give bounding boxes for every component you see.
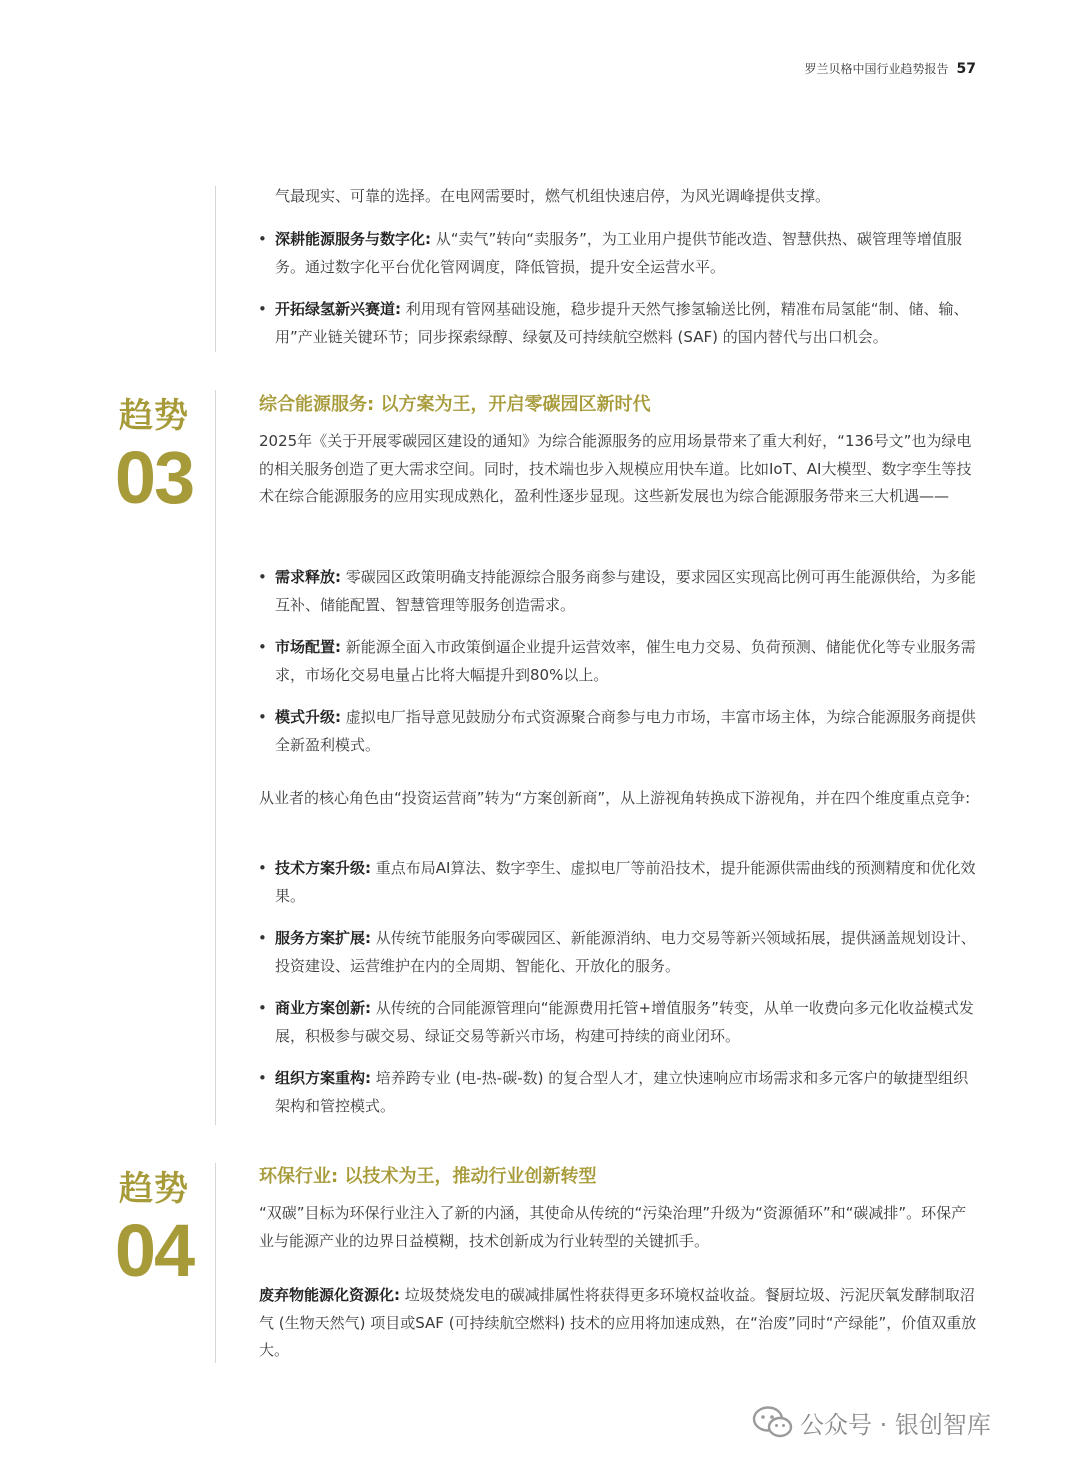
section-title: 环保行业: 以技术为王，推动行业创新转型: [259, 1166, 597, 1187]
paragraph-text: 垃圾焚烧发电的碳减排属性将获得更多环境权益收益。餐厨垃圾、污泥厌氧发酵制取沼气 (生物天然气) 项目或SAF (可持续航空燃料) 技术的应用将加速成熟，在“治废”同时“产绿能”，价值双重放大。: [259, 1286, 977, 1359]
bullet-label: 服务方案扩展:: [275, 929, 371, 947]
bullet-dot: •: [258, 300, 267, 318]
bullet-text: 零碳园区政策明确支持能源综合服务商参与建设，要求园区实现高比例可再生能源供给，为多能互补、储能配置、智慧管理等服务创造需求。: [275, 568, 976, 614]
bullet-text: 虚拟电厂指导意见鼓励分布式资源聚合商参与电力市场，丰富市场主体，为综合能源服务商提供全新盈利模式。: [275, 708, 976, 754]
trend-marker: [104, 388, 204, 519]
bullet-label: 开拓绿氢新兴赛道:: [275, 300, 401, 318]
list-item: [258, 704, 978, 759]
list-item: [258, 564, 978, 619]
list-item: [258, 296, 978, 351]
bullet-text: 新能源全面入市政策倒逼企业提升运营效率，催生电力交易、负荷预测、储能优化等专业服务需求，市场化交易电量占比将大幅提升到80%以上。: [275, 638, 976, 684]
bullet-text: 从传统节能服务向零碳园区、新能源消纳、电力交易等新兴领域拓展，提供涵盖规划设计、投资建设、运营维护在内的全周期、智能化、开放化的服务。: [275, 929, 976, 975]
section-title: 综合能源服务: 以方案为王，开启零碳园区新时代: [259, 394, 651, 415]
bullet-label: 需求释放:: [275, 568, 341, 586]
list-item: [258, 1065, 978, 1120]
watermark-text: 公众号 · 银创智库: [800, 1410, 991, 1439]
bullet-text: 从“卖气”转向“卖服务”，为工业用户提供节能改造、智慧供热、碳管理等增值服务。通过数字化平台优化管网调度，降低管损，提升安全运营水平。: [275, 230, 962, 276]
body-paragraph: [259, 1282, 979, 1365]
report-title: 罗兰贝格中国行业趋势报告: [804, 62, 949, 76]
bullet-label: 技术方案升级:: [275, 859, 371, 877]
bullet-dot: •: [258, 999, 267, 1017]
bullet-dot: •: [258, 1069, 267, 1087]
trend-word: 趋势: [119, 1169, 189, 1209]
trend-word: 趋势: [119, 396, 189, 436]
bullet-label: 模式升级:: [275, 708, 341, 726]
bullet-text: 从传统的合同能源管理向“能源费用托管+增值服务”转变，从单一收费向多元化收益模式发展，积极参与碳交易、绿证交易等新兴市场，构建可持续的商业闭环。: [275, 999, 974, 1045]
divider-line: [215, 186, 216, 352]
bullet-dot: •: [258, 568, 267, 586]
list-item: [258, 995, 978, 1050]
bullet-text: 重点布局AI算法、数字孪生、虚拟电厂等前沿技术，提升能源供需曲线的预测精度和优化效果。: [275, 859, 976, 905]
trend-number: 04: [114, 1209, 194, 1292]
bullet-text: 利用现有管网基础设施，稳步提升天然气掺氢输送比例，精准布局氢能“制、储、输、用”产业链关键环节；同步探索绿醇、绿氨及可持续航空燃料 (SAF) 的国内替代与出口机会。: [275, 300, 969, 346]
watermark: [752, 1402, 991, 1442]
bullet-label: 深耕能源服务与数字化:: [275, 230, 431, 248]
intro-paragraph: 2025年《关于开展零碳园区建设的通知》为综合能源服务的应用场景带来了重大利好，“136号文”也为绿电的相关服务创造了更大需求空间。同时，技术端也步入规模应用快车道。比如IoT、AI大模型、数字孪生等技术在综合能源服务的应用实现成熟化，盈利性逐步显现。这些新发展也为综合能源服务带来三大机遇——: [259, 432, 972, 505]
transition-paragraph: 从业者的核心角色由“投资运营商”转为“方案创新商”，从上游视角转换成下游视角，并在四个维度重点竞争:: [259, 789, 971, 807]
list-item: [258, 634, 978, 689]
trend-number: 03: [114, 436, 194, 519]
bullet-dot: •: [258, 230, 267, 248]
list-item: [258, 855, 978, 910]
paragraph-label: 废弃物能源化资源化:: [259, 1286, 400, 1304]
bullet-label: 市场配置:: [275, 638, 341, 656]
intro-paragraph: “双碳”目标为环保行业注入了新的内涵，其使命从传统的“污染治理”升级为“资源循环”和“碳减排”。环保产业与能源产业的边界日益模糊，技术创新成为行业转型的关键抓手。: [259, 1204, 967, 1250]
continued-paragraph: 气最现实、可靠的选择。在电网需要时，燃气机组快速启停，为风光调峰提供支撑。: [275, 187, 831, 205]
bullet-dot: •: [258, 708, 267, 726]
bullet-dot: •: [258, 929, 267, 947]
divider-line: [215, 390, 216, 1125]
list-item: [258, 925, 978, 980]
bullet-label: 组织方案重构:: [275, 1069, 371, 1087]
page-number: 57: [956, 61, 976, 77]
divider-line: [215, 1163, 216, 1363]
list-item: [258, 226, 978, 281]
bullet-label: 商业方案创新:: [275, 999, 371, 1017]
wechat-icon: [752, 1404, 794, 1440]
page-header: [805, 60, 977, 77]
bullet-dot: •: [258, 859, 267, 877]
bullet-dot: •: [258, 638, 267, 656]
trend-marker: [104, 1161, 204, 1292]
bullet-text: 培养跨专业 (电-热-碳-数) 的复合型人才，建立快速响应市场需求和多元客户的敏捷型组织架构和管控模式。: [275, 1069, 969, 1115]
